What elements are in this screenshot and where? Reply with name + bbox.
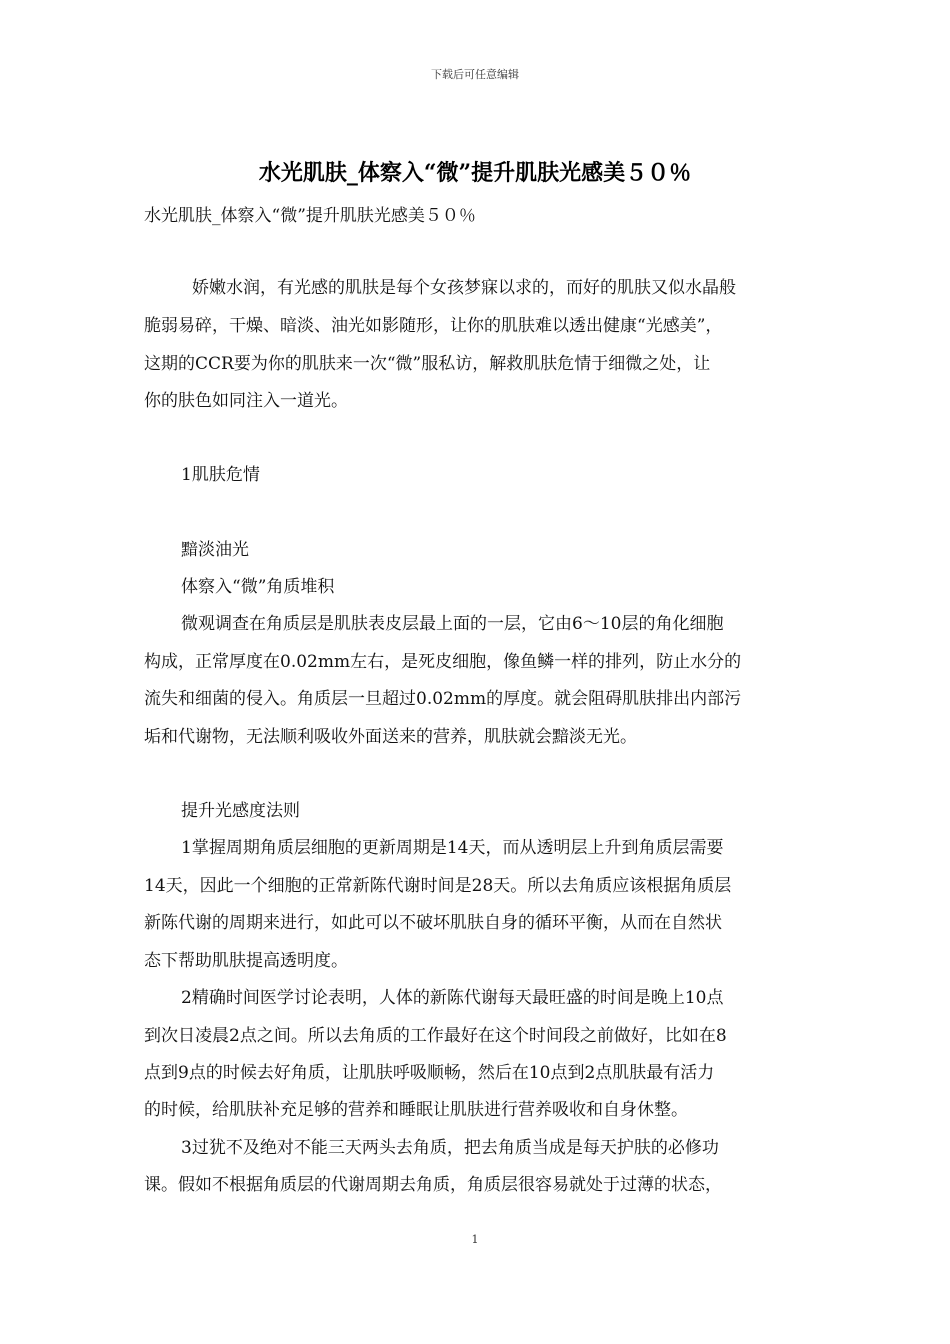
- para-line: 构成，正常厚度在0.02mm左右，是死皮细胞，像鱼鳞一样的排列，防止水分的: [144, 652, 742, 672]
- page-number: 1: [471, 1233, 479, 1246]
- rule-line: 1掌握周期角质层细胞的更新周期是14天，而从透明层上升到角质层需要: [181, 838, 724, 858]
- page-header: 下载后可任意编辑: [431, 68, 519, 81]
- section-heading: 1肌肤危情: [181, 465, 260, 485]
- intro-line: 娇嫩水润，有光感的肌肤是每个女孩梦寐以求的，而好的肌肤又似水晶般: [192, 278, 736, 298]
- rule-line: 到次日凌晨2点之间。所以去角质的工作最好在这个时间段之前做好，比如在8: [144, 1026, 727, 1046]
- document-subtitle: 水光肌肤_体察入“微”提升肌肤光感美５０％: [144, 206, 476, 226]
- rule-line: 2精确时间医学讨论表明，人体的新陈代谢每天最旺盛的时间是晚上10点: [181, 988, 724, 1008]
- intro-line: 这期的CCR要为你的肌肤来一次“微”服私访，解救肌肤危情于细微之处，让: [144, 354, 711, 374]
- rule-line: 课。假如不根据角质层的代谢周期去角质，角质层很容易就处于过薄的状态，: [144, 1175, 722, 1195]
- para-line: 微观调查在角质层是肌肤表皮层最上面的一层，它由6～10层的角化细胞: [181, 614, 724, 634]
- rule-line: 新陈代谢的周期来进行，如此可以不破坏肌肤自身的循环平衡，从而在自然状: [144, 913, 722, 933]
- subheading: 体察入“微”角质堆积: [181, 577, 335, 597]
- para-line: 流失和细菌的侵入。角质层一旦超过0.02mm的厚度。就会阻碍肌肤排出内部污: [144, 689, 742, 709]
- rule-line: 的时候，给肌肤补充足够的营养和睡眠让肌肤进行营养吸收和自身休整。: [144, 1100, 688, 1120]
- rule-line: 14天，因此一个细胞的正常新陈代谢时间是28天。所以去角质应该根据角质层: [144, 876, 732, 896]
- rule-line: 3过犹不及绝对不能三天两头去角质，把去角质当成是每天护肤的必修功: [181, 1138, 719, 1158]
- intro-line: 脆弱易碎，干燥、暗淡、油光如影随形，让你的肌肤难以透出健康“光感美”，: [144, 316, 723, 336]
- rule-line: 点到9点的时候去好角质，让肌肤呼吸顺畅，然后在10点到2点肌肤最有活力: [144, 1063, 715, 1083]
- para-line: 垢和代谢物，无法顺利吸收外面送来的营养，肌肤就会黯淡无光。: [144, 727, 637, 747]
- subheading: 黯淡油光: [181, 540, 249, 560]
- intro-line: 你的肤色如同注入一道光。: [144, 391, 348, 411]
- document-title: 水光肌肤_体察入“微”提升肌肤光感美５０％: [258, 160, 692, 186]
- rule-line: 态下帮助肌肤提高透明度。: [144, 951, 348, 971]
- section-heading: 提升光感度法则: [181, 801, 300, 821]
